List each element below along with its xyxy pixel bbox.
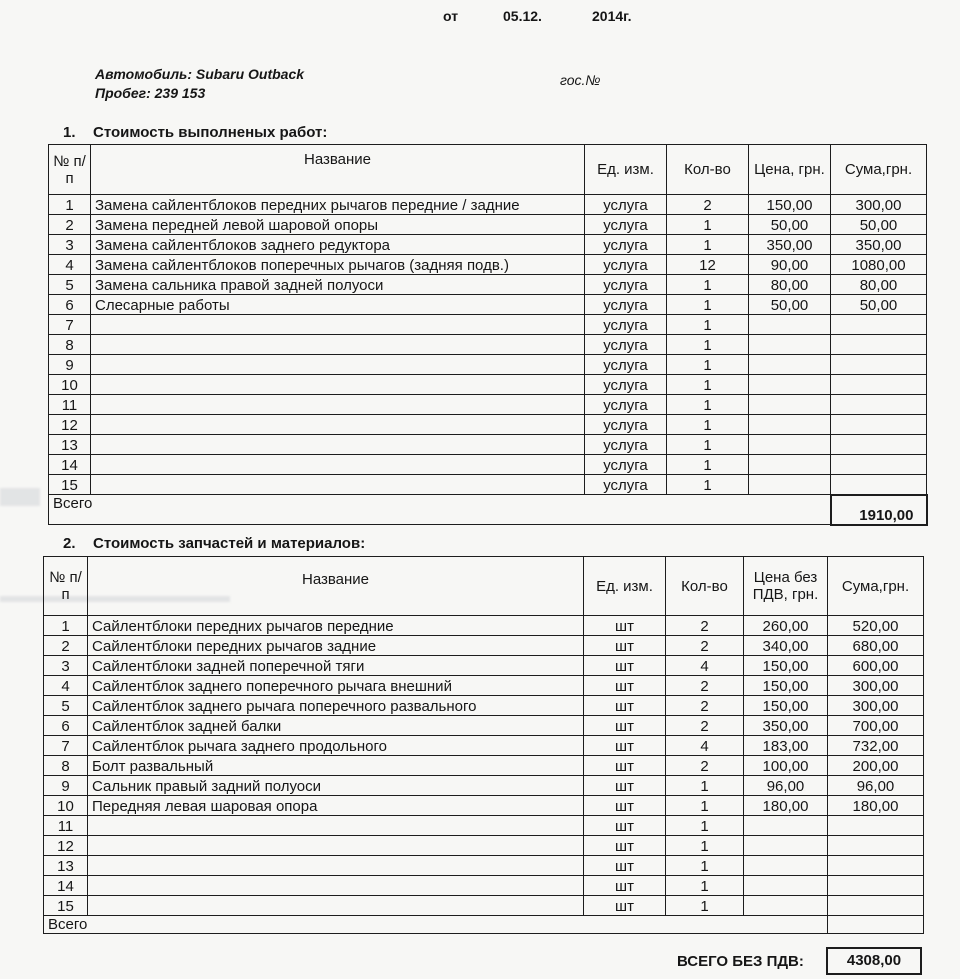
row-unit: шт [584, 856, 666, 876]
col-price-header: Цена, грн. [749, 145, 831, 195]
row-sum [831, 335, 927, 355]
row-qty: 1 [667, 235, 749, 255]
row-name [88, 816, 584, 836]
row-number: 9 [49, 355, 91, 375]
row-number: 1 [44, 616, 88, 636]
row-number: 15 [49, 475, 91, 495]
row-sum: 200,00 [828, 756, 924, 776]
parts-section-title: Стоимость запчастей и материалов: [93, 535, 366, 552]
row-sum: 520,00 [828, 616, 924, 636]
row-sum: 80,00 [831, 275, 927, 295]
row-qty: 12 [667, 255, 749, 275]
vehicle-plate-label: гос.№ [560, 72, 601, 88]
row-qty: 1 [666, 856, 744, 876]
row-name [91, 315, 585, 335]
row-price [749, 455, 831, 475]
header-date: 05.12. [503, 8, 542, 24]
row-name: Замена сайлентблоков заднего редуктора [91, 235, 585, 255]
row-price: 150,00 [749, 195, 831, 215]
row-unit: шт [584, 636, 666, 656]
total-value: 1910,00 [831, 495, 927, 525]
row-sum [828, 876, 924, 896]
row-price: 100,00 [744, 756, 828, 776]
table-row [49, 415, 927, 435]
table-row [44, 716, 924, 736]
row-name [88, 896, 584, 916]
row-unit: шт [584, 696, 666, 716]
row-qty: 2 [666, 676, 744, 696]
row-name: Замена передней левой шаровой опоры [91, 215, 585, 235]
table-row [44, 776, 924, 796]
row-unit: услуга [585, 355, 667, 375]
row-sum: 300,00 [828, 696, 924, 716]
table-row [49, 395, 927, 415]
table-row [49, 295, 927, 315]
row-sum: 50,00 [831, 295, 927, 315]
row-price [749, 395, 831, 415]
table-row [49, 255, 927, 275]
scan-smudge [0, 488, 40, 506]
row-sum [831, 435, 927, 455]
row-name: Сайлентблок заднего рычага поперечного развального [88, 696, 584, 716]
row-number: 9 [44, 776, 88, 796]
row-price [744, 876, 828, 896]
table-row [49, 215, 927, 235]
row-unit: услуга [585, 375, 667, 395]
table-row [49, 435, 927, 455]
table-row [49, 275, 927, 295]
table-row [44, 856, 924, 876]
row-number: 11 [49, 395, 91, 415]
row-number: 11 [44, 816, 88, 836]
row-sum: 300,00 [831, 195, 927, 215]
total-label: Всего [44, 916, 828, 934]
row-unit: услуга [585, 415, 667, 435]
row-name: Сайлентблок заднего поперечного рычага внешний [88, 676, 584, 696]
row-qty: 1 [666, 876, 744, 896]
row-sum: 180,00 [828, 796, 924, 816]
total-label: Всего [49, 495, 831, 525]
row-qty: 2 [666, 696, 744, 716]
row-name [91, 435, 585, 455]
header-from-label: от [443, 8, 459, 24]
row-unit: услуга [585, 255, 667, 275]
col-qty-header: Кол-во [666, 557, 744, 616]
row-qty: 1 [667, 335, 749, 355]
table-row [49, 235, 927, 255]
row-sum [828, 836, 924, 856]
table-row [44, 756, 924, 776]
row-qty: 1 [667, 455, 749, 475]
row-unit: услуга [585, 315, 667, 335]
row-name [91, 375, 585, 395]
row-number: 6 [49, 295, 91, 315]
row-qty: 1 [666, 836, 744, 856]
row-name: Сайлентблоки передних рычагов передние [88, 616, 584, 636]
row-sum: 1080,00 [831, 255, 927, 275]
col-name-header: Название [91, 145, 585, 195]
col-unit-header: Ед. изм. [585, 145, 667, 195]
row-unit: услуга [585, 335, 667, 355]
total-value [828, 916, 924, 934]
row-unit: шт [584, 796, 666, 816]
row-number: 8 [44, 756, 88, 776]
row-sum [831, 355, 927, 375]
row-qty: 4 [666, 656, 744, 676]
row-price [749, 435, 831, 455]
row-qty: 2 [666, 716, 744, 736]
table-row [44, 876, 924, 896]
row-number: 10 [44, 796, 88, 816]
row-number: 4 [44, 676, 88, 696]
row-number: 2 [49, 215, 91, 235]
row-name: Замена сайлентблоков поперечных рычагов (задняя подв.) [91, 255, 585, 275]
row-unit: шт [584, 776, 666, 796]
row-price: 350,00 [749, 235, 831, 255]
vehicle-mileage: Пробег: 239 153 [95, 85, 206, 101]
row-name: Замена сайлентблоков передних рычагов передние / задние [91, 195, 585, 215]
grand-total-value: 4308,00 [826, 947, 922, 975]
row-price [749, 375, 831, 395]
row-number: 3 [44, 656, 88, 676]
row-qty: 1 [666, 816, 744, 836]
row-unit: шт [584, 616, 666, 636]
row-name: Болт развальный [88, 756, 584, 776]
header-year: 2014г. [592, 8, 632, 24]
row-qty: 1 [667, 435, 749, 455]
table-row [44, 616, 924, 636]
row-unit: шт [584, 716, 666, 736]
row-number: 14 [44, 876, 88, 896]
row-number: 7 [49, 315, 91, 335]
row-name [91, 395, 585, 415]
works-section-title: Стоимость выполненых работ: [93, 124, 328, 141]
row-price [744, 836, 828, 856]
row-sum [831, 415, 927, 435]
row-price: 150,00 [744, 676, 828, 696]
row-unit: шт [584, 836, 666, 856]
row-name: Сайлентблоки задней поперечной тяги [88, 656, 584, 676]
row-unit: услуга [585, 295, 667, 315]
row-price: 50,00 [749, 215, 831, 235]
row-unit: услуга [585, 215, 667, 235]
row-price [744, 816, 828, 836]
row-sum [828, 856, 924, 876]
row-sum [828, 816, 924, 836]
row-price: 150,00 [744, 696, 828, 716]
row-name: Сайлентблок задней балки [88, 716, 584, 736]
row-qty: 2 [666, 616, 744, 636]
col-name-header: Название [88, 557, 584, 616]
row-price: 150,00 [744, 656, 828, 676]
parts-table [43, 556, 924, 934]
table-row [44, 656, 924, 676]
table-row [49, 195, 927, 215]
row-number: 1 [49, 195, 91, 215]
row-number: 10 [49, 375, 91, 395]
row-sum: 732,00 [828, 736, 924, 756]
row-name [88, 856, 584, 876]
works-section-number: 1. [63, 124, 76, 141]
row-price: 180,00 [744, 796, 828, 816]
row-number: 13 [44, 856, 88, 876]
table-row [49, 315, 927, 335]
row-price: 340,00 [744, 636, 828, 656]
row-sum [831, 375, 927, 395]
row-name: Сайлентблоки передних рычагов задние [88, 636, 584, 656]
row-number: 5 [49, 275, 91, 295]
works-table [48, 144, 928, 526]
row-qty: 1 [666, 776, 744, 796]
row-sum [831, 395, 927, 415]
row-price: 260,00 [744, 616, 828, 636]
row-unit: шт [584, 656, 666, 676]
row-number: 6 [44, 716, 88, 736]
row-unit: шт [584, 876, 666, 896]
table-row [44, 836, 924, 856]
row-sum: 300,00 [828, 676, 924, 696]
col-num-header: № п/п [44, 557, 88, 616]
row-qty: 2 [667, 195, 749, 215]
row-price: 80,00 [749, 275, 831, 295]
row-qty: 4 [666, 736, 744, 756]
col-sum-header: Сума,грн. [831, 145, 927, 195]
table-row [49, 475, 927, 495]
row-unit: услуга [585, 235, 667, 255]
row-unit: шт [584, 756, 666, 776]
row-number: 12 [49, 415, 91, 435]
row-unit: шт [584, 896, 666, 916]
row-name [91, 475, 585, 495]
row-name: Сальник правый задний полуоси [88, 776, 584, 796]
row-name [91, 415, 585, 435]
table-row [44, 896, 924, 916]
row-name: Слесарные работы [91, 295, 585, 315]
row-name [91, 355, 585, 375]
row-qty: 1 [666, 796, 744, 816]
row-price: 50,00 [749, 295, 831, 315]
row-price [749, 335, 831, 355]
row-qty: 1 [667, 395, 749, 415]
row-name [91, 455, 585, 475]
row-price [744, 856, 828, 876]
row-name [91, 335, 585, 355]
row-sum [831, 455, 927, 475]
row-qty: 1 [667, 275, 749, 295]
table-row [44, 796, 924, 816]
row-qty: 2 [666, 756, 744, 776]
row-price [749, 315, 831, 335]
row-price [749, 355, 831, 375]
table-row [49, 455, 927, 475]
row-unit: услуга [585, 195, 667, 215]
table-row [44, 736, 924, 756]
row-number: 4 [49, 255, 91, 275]
row-price [749, 415, 831, 435]
row-price [744, 896, 828, 916]
col-num-header: № п/п [49, 145, 91, 195]
total-row [44, 916, 924, 934]
row-number: 13 [49, 435, 91, 455]
row-sum [828, 896, 924, 916]
row-price: 183,00 [744, 736, 828, 756]
row-qty: 1 [666, 896, 744, 916]
table-row [49, 335, 927, 355]
row-sum: 350,00 [831, 235, 927, 255]
col-price-header: Цена без ПДВ, грн. [744, 557, 828, 616]
row-name: Передняя левая шаровая опора [88, 796, 584, 816]
row-price: 90,00 [749, 255, 831, 275]
row-name: Замена сальника правой задней полуоси [91, 275, 585, 295]
col-unit-header: Ед. изм. [584, 557, 666, 616]
row-name: Сайлентблок рычага заднего продольного [88, 736, 584, 756]
row-unit: услуга [585, 435, 667, 455]
row-number: 12 [44, 836, 88, 856]
row-unit: услуга [585, 475, 667, 495]
row-number: 14 [49, 455, 91, 475]
row-price: 350,00 [744, 716, 828, 736]
row-qty: 1 [667, 375, 749, 395]
row-name [88, 876, 584, 896]
row-unit: шт [584, 676, 666, 696]
row-sum [831, 315, 927, 335]
row-number: 8 [49, 335, 91, 355]
row-unit: услуга [585, 455, 667, 475]
table-row [49, 355, 927, 375]
table-row [49, 375, 927, 395]
table-row [44, 676, 924, 696]
row-qty: 1 [667, 415, 749, 435]
row-price: 96,00 [744, 776, 828, 796]
table-row [44, 636, 924, 656]
vehicle-model: Автомобиль: Subaru Outback [95, 66, 305, 82]
row-unit: услуга [585, 395, 667, 415]
row-sum: 96,00 [828, 776, 924, 796]
row-sum: 680,00 [828, 636, 924, 656]
parts-section-number: 2. [63, 535, 76, 552]
row-sum: 50,00 [831, 215, 927, 235]
row-qty: 1 [667, 215, 749, 235]
row-unit: шт [584, 736, 666, 756]
row-qty: 1 [667, 475, 749, 495]
row-qty: 2 [666, 636, 744, 656]
row-number: 3 [49, 235, 91, 255]
row-number: 5 [44, 696, 88, 716]
row-sum: 600,00 [828, 656, 924, 676]
row-number: 15 [44, 896, 88, 916]
col-qty-header: Кол-во [667, 145, 749, 195]
total-row [49, 495, 927, 525]
row-name [88, 836, 584, 856]
row-sum [831, 475, 927, 495]
row-number: 2 [44, 636, 88, 656]
row-unit: услуга [585, 275, 667, 295]
table-row [44, 696, 924, 716]
row-unit: шт [584, 816, 666, 836]
row-sum: 700,00 [828, 716, 924, 736]
row-qty: 1 [667, 295, 749, 315]
row-number: 7 [44, 736, 88, 756]
row-price [749, 475, 831, 495]
grand-total-label: ВСЕГО БЕЗ ПДВ: [677, 953, 804, 970]
row-qty: 1 [667, 355, 749, 375]
row-qty: 1 [667, 315, 749, 335]
col-sum-header: Сума,грн. [828, 557, 924, 616]
table-row [44, 816, 924, 836]
